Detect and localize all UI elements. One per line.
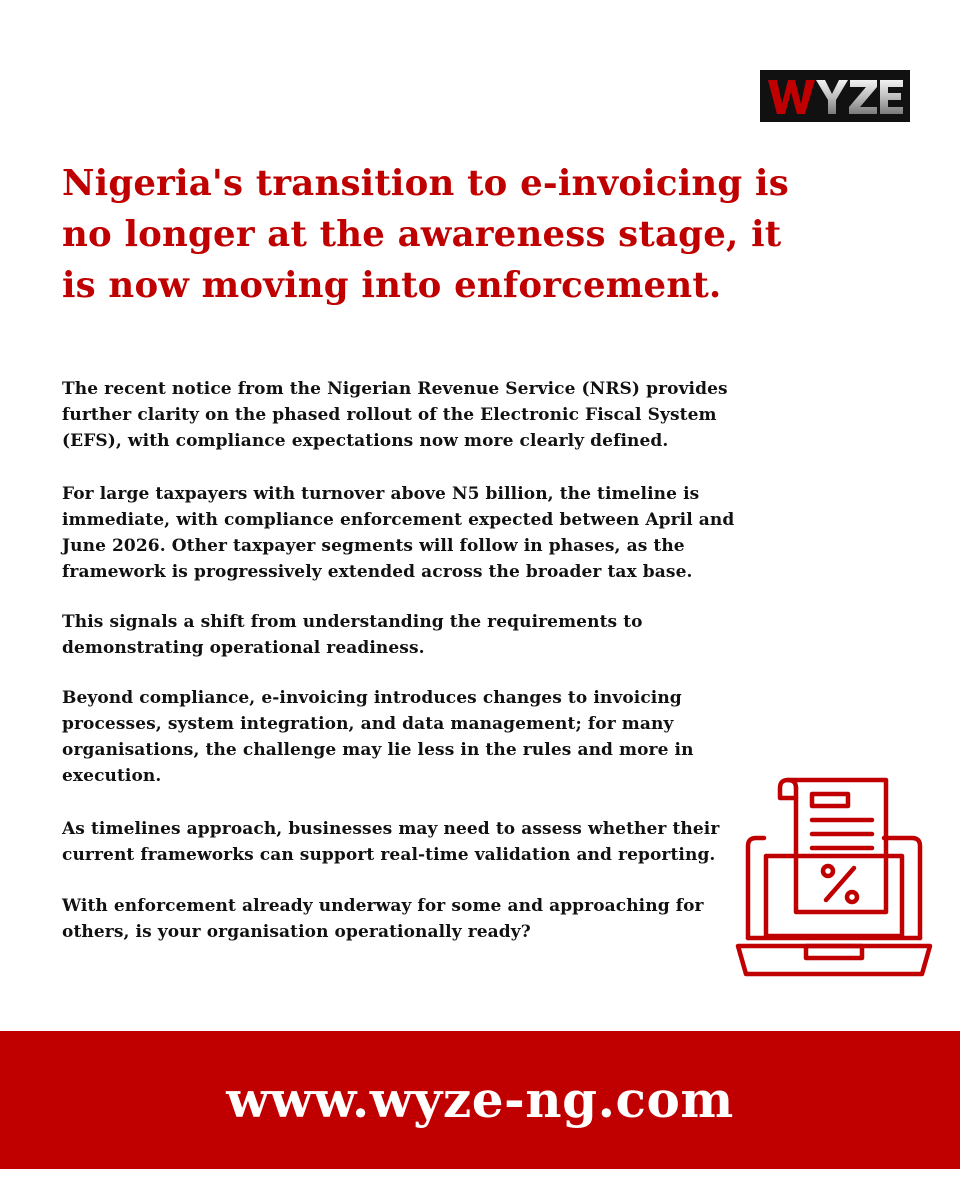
paragraph-timelines: As timelines approach, businesses may need to assess whether their current frameworks can support real-time validation and reporting.	[62, 819, 720, 865]
wyze-logo	[760, 70, 910, 122]
wyze-logo-mark	[760, 70, 910, 122]
laptop-invoice-percent-icon	[734, 776, 934, 981]
percent-icon	[823, 866, 857, 902]
paragraph-closing-question: With enforcement already underway for some and approaching for others, is your organisation operationally ready?	[62, 896, 704, 942]
headline: Nigeria's transition to e-invoicing is no longer at the awareness stage, it is now moving into enforcement.	[62, 163, 789, 306]
website-link[interactable]: www.wyze-ng.com	[226, 1070, 734, 1129]
paragraph-large-taxpayers: For large taxpayers with turnover above N5 billion, the timeline is immediate, with compliance enforcement expected between April and June 2026. Other taxpayer segments will follow in phases, as the framework is progressively extended across the broader tax base.	[62, 484, 735, 582]
footer-banner	[0, 1031, 960, 1169]
paragraph-beyond-compliance: Beyond compliance, e-invoicing introduces changes to invoicing processes, system integration, and data management; for many organisations, the challenge may lie less in the rules and more in execution.	[62, 688, 694, 786]
paragraph-shift: This signals a shift from understanding the requirements to demonstrating operational readiness.	[62, 612, 643, 658]
paragraph-nrs-notice: The recent notice from the Nigerian Revenue Service (NRS) provides further clarity on the phased rollout of the Electronic Fiscal System (EFS), with compliance expectations now more clearly defined.	[62, 379, 728, 451]
